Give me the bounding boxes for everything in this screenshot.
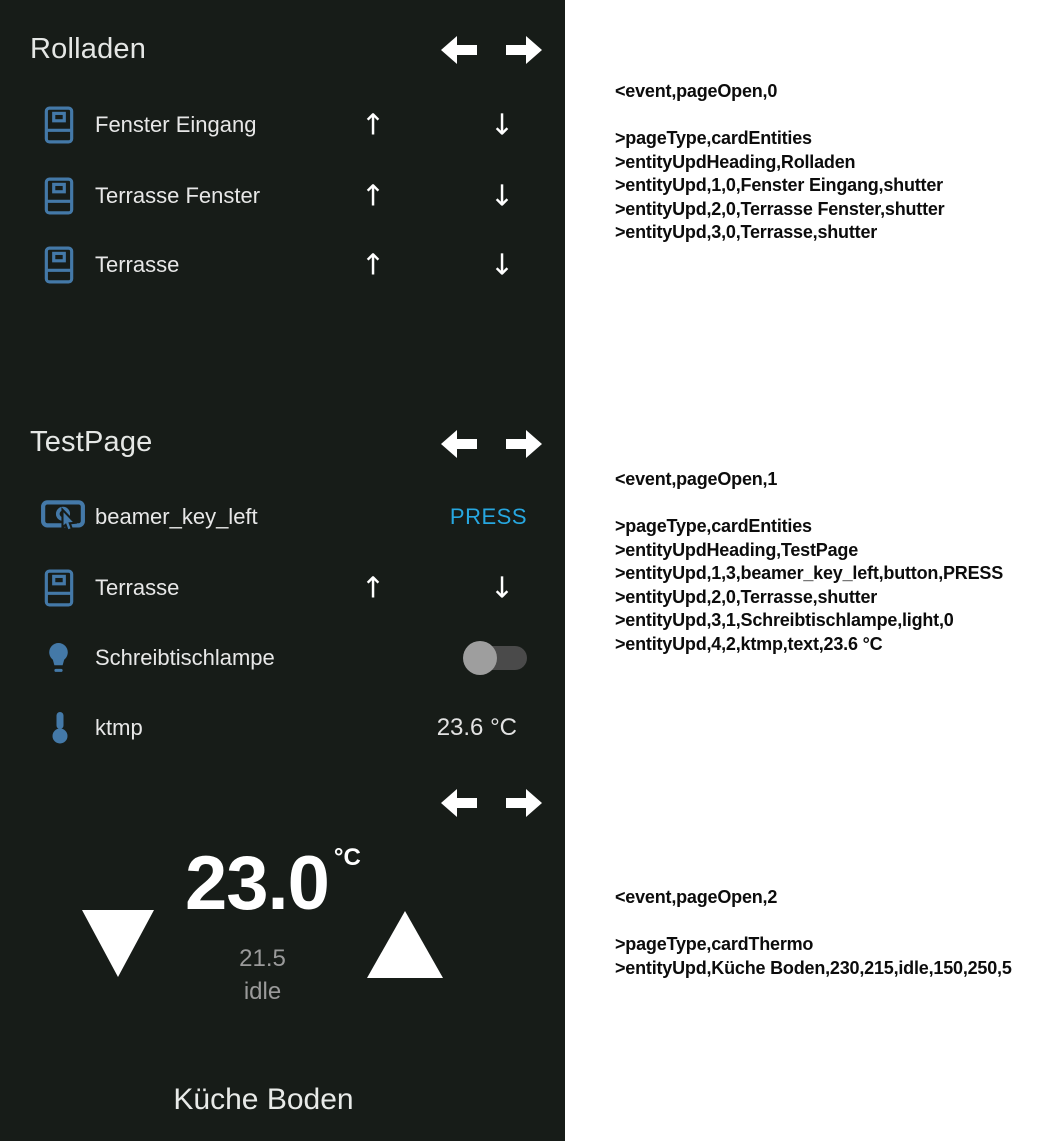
log-line: >pageType,cardEntities bbox=[615, 128, 812, 148]
arrow-left-bold-icon bbox=[439, 786, 479, 820]
log-line: >entityUpd,3,0,Terrasse,shutter bbox=[615, 222, 878, 242]
toggle-knob bbox=[463, 641, 497, 675]
entity-row-terrasse bbox=[0, 243, 565, 287]
shutter-down-button[interactable]: ↓ bbox=[489, 178, 515, 213]
log-line: >entityUpd,3,1,Schreibtischlampe,light,0 bbox=[615, 610, 954, 630]
light-bulb-icon bbox=[45, 642, 72, 675]
entity-label: Fenster Eingang bbox=[95, 112, 257, 137]
log-block-page2 bbox=[615, 886, 1012, 980]
arrow-right-bold-icon bbox=[504, 786, 544, 820]
thermometer-icon bbox=[50, 710, 70, 746]
window-shutter-icon bbox=[44, 569, 74, 607]
entity-label: beamer_key_left bbox=[95, 504, 258, 529]
log-line: >entityUpdHeading,Rolladen bbox=[615, 151, 856, 172]
setpoint-decrease-button[interactable] bbox=[82, 910, 154, 977]
log-event-line: <event,pageOpen,2 bbox=[615, 887, 778, 907]
window-shutter-icon bbox=[44, 246, 74, 284]
window-shutter-icon bbox=[44, 177, 74, 215]
entity-row-terrasse-2 bbox=[0, 566, 565, 610]
entity-row-schreibtischlampe bbox=[0, 636, 565, 680]
thermostat-name: Küche Boden bbox=[173, 1083, 354, 1116]
hvac-state: idle bbox=[243, 978, 282, 1005]
nav-next-button[interactable] bbox=[504, 786, 544, 820]
card-rolladen-title: Rolladen bbox=[30, 33, 147, 65]
arrow-right-bold-icon bbox=[504, 427, 544, 461]
nav-prev-button[interactable] bbox=[439, 786, 479, 820]
setpoint-increase-button[interactable] bbox=[367, 911, 443, 978]
log-line: >entityUpd,4,2,ktmp,text,23.6 °C bbox=[615, 633, 883, 654]
log-line: >entityUpd,1,3,beamer_key_left,button,PRESS bbox=[615, 563, 1004, 583]
nav-next-button[interactable] bbox=[504, 33, 544, 67]
temperature-value: 23.6 °C bbox=[436, 714, 517, 741]
press-button[interactable]: PRESS bbox=[449, 504, 527, 529]
shutter-down-button[interactable]: ↓ bbox=[489, 247, 515, 282]
current-temperature bbox=[185, 840, 361, 927]
setpoint-temperature: 21.5 bbox=[239, 945, 286, 972]
log-line: >entityUpd,Küche Boden,230,215,idle,150,250,5 bbox=[615, 957, 1012, 978]
shutter-up-button[interactable]: ↑ bbox=[360, 570, 386, 605]
entity-label: ktmp bbox=[95, 715, 143, 740]
gesture-tap-button-icon bbox=[40, 496, 86, 538]
shutter-down-button[interactable]: ↓ bbox=[489, 570, 515, 605]
entity-label: Terrasse Fenster bbox=[95, 183, 261, 208]
log-line: >entityUpdHeading,TestPage bbox=[615, 539, 859, 560]
shutter-up-button[interactable]: ↑ bbox=[360, 247, 386, 282]
shutter-up-button[interactable]: ↑ bbox=[360, 178, 386, 213]
card-testpage-title: TestPage bbox=[30, 426, 153, 458]
shutter-down-button[interactable]: ↓ bbox=[489, 107, 515, 142]
log-line: >entityUpd,1,0,Fenster Eingang,shutter bbox=[615, 175, 943, 195]
arrow-left-bold-icon bbox=[439, 427, 479, 461]
temperature-unit: °C bbox=[333, 844, 361, 871]
log-line: >pageType,cardEntities bbox=[615, 516, 812, 536]
log-line: >entityUpd,2,0,Terrasse Fenster,shutter bbox=[615, 198, 945, 219]
entity-label: Schreibtischlampe bbox=[95, 645, 275, 670]
entity-row-beamer-key-left bbox=[0, 495, 565, 539]
entity-label: Terrasse bbox=[95, 252, 180, 277]
log-line: >pageType,cardThermo bbox=[615, 934, 814, 954]
log-event-line: <event,pageOpen,1 bbox=[615, 469, 778, 489]
light-toggle-switch[interactable] bbox=[463, 640, 527, 676]
nav-next-button[interactable] bbox=[504, 427, 544, 461]
entity-label: Terrasse bbox=[95, 575, 180, 600]
current-temperature-value: 23.0 bbox=[185, 841, 329, 926]
arrow-right-bold-icon bbox=[504, 33, 544, 67]
log-event-line: <event,pageOpen,0 bbox=[615, 81, 778, 101]
arrow-left-bold-icon bbox=[439, 33, 479, 67]
shutter-up-button[interactable]: ↑ bbox=[360, 107, 386, 142]
nav-prev-button[interactable] bbox=[439, 427, 479, 461]
log-line: >entityUpd,2,0,Terrasse,shutter bbox=[615, 586, 878, 607]
log-block-page0 bbox=[615, 80, 945, 245]
window-shutter-icon bbox=[44, 106, 74, 144]
log-block-page1 bbox=[615, 468, 1003, 656]
nav-prev-button[interactable] bbox=[439, 33, 479, 67]
entity-row-ktmp bbox=[0, 706, 565, 750]
entity-row-terrasse-fenster bbox=[0, 174, 565, 218]
entity-row-fenster-eingang bbox=[0, 103, 565, 147]
